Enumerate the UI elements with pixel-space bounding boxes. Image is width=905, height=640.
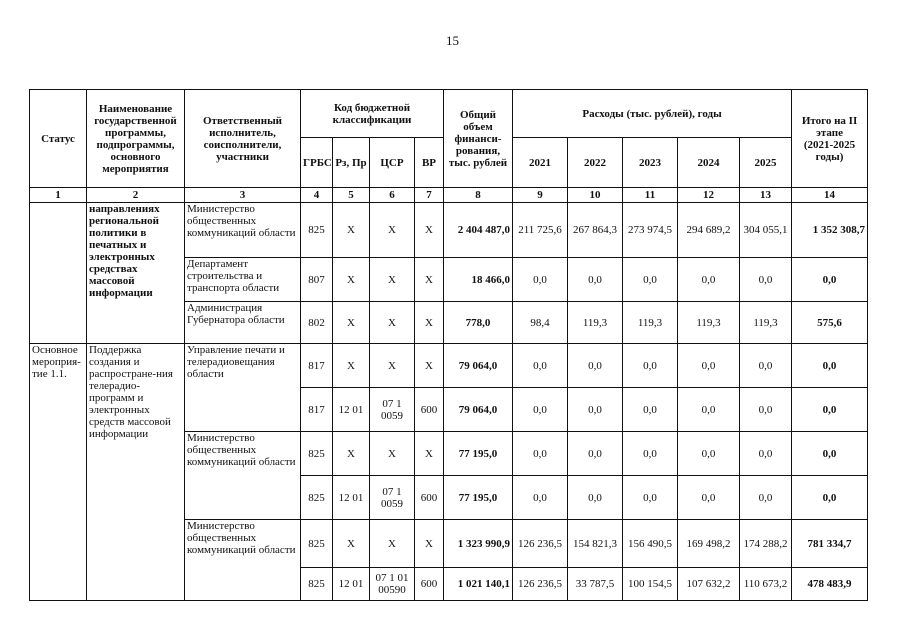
executor-cell: Министерство общественных коммуникаций области: [185, 520, 301, 601]
year-2022-cell: 119,3: [568, 302, 623, 344]
header-expenses: Расходы (тыс. рублей), годы: [513, 90, 792, 138]
year-2024-cell: 0,0: [678, 432, 740, 476]
rzpr-cell: X: [333, 344, 370, 388]
program-name-cell: направлениях региональной политики в печатных и электронных средствах массовой информации: [87, 203, 185, 344]
budget-table: [29, 89, 868, 601]
year-2023-cell: 0,0: [623, 432, 678, 476]
table-row: [30, 203, 868, 258]
header-stage-total-line2: (2021-2025 годы): [803, 138, 856, 163]
year-2025-cell: 0,0: [740, 476, 792, 520]
grbs-cell: 807: [301, 258, 333, 302]
total-cell: 77 195,0: [444, 476, 513, 520]
column-number: 3: [185, 188, 301, 203]
header-year-2025: 2025: [740, 138, 792, 188]
year-2024-cell: 169 498,2: [678, 520, 740, 568]
executor-cell: Администрация Губернатора области: [185, 302, 301, 344]
year-2022-cell: 0,0: [568, 344, 623, 388]
header-year-2021: 2021: [513, 138, 568, 188]
executor-cell: Министерство общественных коммуникаций области: [185, 203, 301, 258]
year-2023-cell: 273 974,5: [623, 203, 678, 258]
year-2024-cell: 119,3: [678, 302, 740, 344]
column-number: 1: [30, 188, 87, 203]
status-cell: [30, 203, 87, 344]
total-cell: 1 323 990,9: [444, 520, 513, 568]
executor-cell: Министерство общественных коммуникаций области: [185, 432, 301, 520]
header-executor: Ответственный исполнитель, соисполнители, участники: [185, 90, 301, 188]
grbs-cell: 825: [301, 568, 333, 601]
year-2022-cell: 267 864,3: [568, 203, 623, 258]
stage-total-cell: 478 483,9: [792, 568, 868, 601]
year-2024-cell: 0,0: [678, 258, 740, 302]
year-2022-cell: 0,0: [568, 476, 623, 520]
year-2023-cell: 0,0: [623, 344, 678, 388]
stage-total-cell: 0,0: [792, 432, 868, 476]
year-2023-cell: 0,0: [623, 258, 678, 302]
year-2024-cell: 0,0: [678, 476, 740, 520]
grbs-cell: 825: [301, 476, 333, 520]
total-cell: 2 404 487,0: [444, 203, 513, 258]
year-2025-cell: 0,0: [740, 344, 792, 388]
header-csr: ЦСР: [370, 138, 415, 188]
program-name-cell: Поддержка создания и распростране-ния телерадио-программ и электронных средств массовой информации: [87, 344, 185, 601]
header-rzpr: Рз, Пр: [333, 138, 370, 188]
year-2021-cell: 0,0: [513, 388, 568, 432]
csr-cell: X: [370, 203, 415, 258]
csr-cell: 07 1 0059: [370, 476, 415, 520]
column-number-row: [30, 188, 868, 203]
column-number: 7: [415, 188, 444, 203]
year-2023-cell: 119,3: [623, 302, 678, 344]
rzpr-cell: 12 01: [333, 388, 370, 432]
header-status: Статус: [30, 90, 87, 188]
year-2021-cell: 0,0: [513, 344, 568, 388]
vr-cell: 600: [415, 568, 444, 601]
year-2025-cell: 119,3: [740, 302, 792, 344]
stage-total-cell: 0,0: [792, 258, 868, 302]
total-cell: 1 021 140,1: [444, 568, 513, 601]
column-number: 12: [678, 188, 740, 203]
header-year-2023: 2023: [623, 138, 678, 188]
stage-total-cell: 575,6: [792, 302, 868, 344]
grbs-cell: 825: [301, 432, 333, 476]
header-year-2024: 2024: [678, 138, 740, 188]
column-number: 2: [87, 188, 185, 203]
header-total: Общий объем финанси-рования, тыс. рублей: [444, 90, 513, 188]
total-cell: 79 064,0: [444, 344, 513, 388]
column-number: 5: [333, 188, 370, 203]
rzpr-cell: 12 01: [333, 568, 370, 601]
header-stage-total-line1: Итого на II этапе: [801, 114, 858, 139]
total-cell: 18 466,0: [444, 258, 513, 302]
vr-cell: X: [415, 258, 444, 302]
rzpr-cell: X: [333, 520, 370, 568]
rzpr-cell: 12 01: [333, 476, 370, 520]
column-number: 11: [623, 188, 678, 203]
grbs-cell: 825: [301, 520, 333, 568]
grbs-cell: 802: [301, 302, 333, 344]
header-vr: ВР: [415, 138, 444, 188]
csr-cell: X: [370, 520, 415, 568]
grbs-cell: 825: [301, 203, 333, 258]
csr-cell: X: [370, 302, 415, 344]
stage-total-cell: 0,0: [792, 344, 868, 388]
year-2022-cell: 0,0: [568, 258, 623, 302]
column-number: 9: [513, 188, 568, 203]
csr-cell: X: [370, 258, 415, 302]
year-2025-cell: 304 055,1: [740, 203, 792, 258]
year-2021-cell: 0,0: [513, 258, 568, 302]
stage-total-cell: 781 334,7: [792, 520, 868, 568]
year-2023-cell: 156 490,5: [623, 520, 678, 568]
year-2025-cell: 174 288,2: [740, 520, 792, 568]
year-2024-cell: 0,0: [678, 344, 740, 388]
rzpr-cell: X: [333, 302, 370, 344]
year-2024-cell: 294 689,2: [678, 203, 740, 258]
year-2021-cell: 98,4: [513, 302, 568, 344]
year-2023-cell: 0,0: [623, 388, 678, 432]
year-2023-cell: 100 154,5: [623, 568, 678, 601]
vr-cell: X: [415, 432, 444, 476]
column-number: 4: [301, 188, 333, 203]
year-2022-cell: 0,0: [568, 432, 623, 476]
column-number: 13: [740, 188, 792, 203]
table-row: [30, 344, 868, 388]
vr-cell: X: [415, 344, 444, 388]
vr-cell: X: [415, 203, 444, 258]
status-cell: Основное мероприя-тие 1.1.: [30, 344, 87, 601]
csr-cell: X: [370, 432, 415, 476]
year-2021-cell: 126 236,5: [513, 520, 568, 568]
year-2025-cell: 110 673,2: [740, 568, 792, 601]
year-2021-cell: 211 725,6: [513, 203, 568, 258]
header-stage-total: [792, 90, 868, 188]
stage-total-cell: 1 352 308,7: [792, 203, 868, 258]
csr-cell: 07 1 01 00590: [370, 568, 415, 601]
stage-total-cell: 0,0: [792, 476, 868, 520]
column-number: 6: [370, 188, 415, 203]
year-2024-cell: 107 632,2: [678, 568, 740, 601]
executor-cell: Управление печати и телерадиовещания области: [185, 344, 301, 432]
year-2021-cell: 126 236,5: [513, 568, 568, 601]
column-number: 8: [444, 188, 513, 203]
year-2022-cell: 0,0: [568, 388, 623, 432]
column-number: 10: [568, 188, 623, 203]
stage-total-cell: 0,0: [792, 388, 868, 432]
csr-cell: 07 1 0059: [370, 388, 415, 432]
header-budget-code: Код бюджетной классификации: [301, 90, 444, 138]
rzpr-cell: X: [333, 258, 370, 302]
total-cell: 778,0: [444, 302, 513, 344]
csr-cell: X: [370, 344, 415, 388]
year-2025-cell: 0,0: [740, 258, 792, 302]
grbs-cell: 817: [301, 344, 333, 388]
header-year-2022: 2022: [568, 138, 623, 188]
rzpr-cell: X: [333, 432, 370, 476]
total-cell: 79 064,0: [444, 388, 513, 432]
year-2025-cell: 0,0: [740, 432, 792, 476]
year-2022-cell: 33 787,5: [568, 568, 623, 601]
column-number: 14: [792, 188, 868, 203]
year-2023-cell: 0,0: [623, 476, 678, 520]
total-cell: 77 195,0: [444, 432, 513, 476]
year-2022-cell: 154 821,3: [568, 520, 623, 568]
grbs-cell: 817: [301, 388, 333, 432]
vr-cell: 600: [415, 476, 444, 520]
year-2024-cell: 0,0: [678, 388, 740, 432]
year-2025-cell: 0,0: [740, 388, 792, 432]
year-2021-cell: 0,0: [513, 476, 568, 520]
header-name: Наименование государственной программы, подпрограммы, основного мероприятия: [87, 90, 185, 188]
rzpr-cell: X: [333, 203, 370, 258]
page-number: 15: [446, 33, 459, 48]
year-2021-cell: 0,0: [513, 432, 568, 476]
header-grbs: ГРБС: [301, 138, 333, 188]
vr-cell: X: [415, 302, 444, 344]
vr-cell: 600: [415, 388, 444, 432]
vr-cell: X: [415, 520, 444, 568]
executor-cell: Департамент строительства и транспорта области: [185, 258, 301, 302]
